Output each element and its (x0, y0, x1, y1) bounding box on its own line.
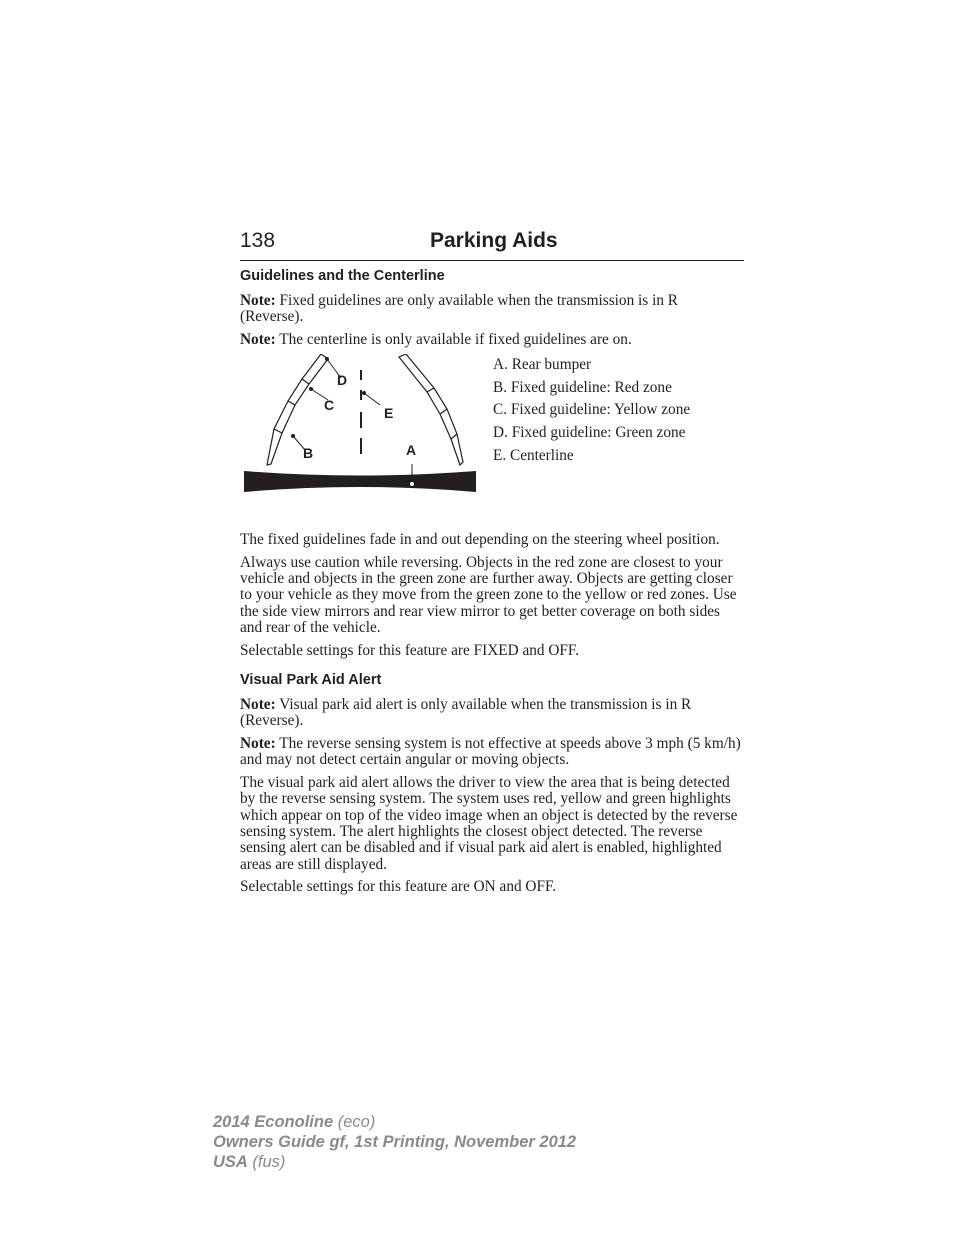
legend-item: C. Fixed guideline: Yellow zone (493, 401, 691, 419)
paragraph: Selectable settings for this feature are FIXED and OFF. (240, 641, 580, 659)
paragraph: The visual park aid alert allows the driver to view the area that is being detected by the reverse sensing system. The system uses red, yellow and green highlights which appear on top of the video image when an object is detected by the reverse sensing system. The alert highlights the closest object detected. The reverse sensing alert can be disabled and if visual park aid alert is enabled, highlighted areas are still displayed. (240, 773, 738, 873)
footer-line-3 (213, 1152, 576, 1172)
legend-item: A. Rear bumper (493, 356, 592, 374)
note-label: Note: (240, 696, 276, 714)
main-content (240, 267, 744, 902)
note-label: Note: (240, 292, 276, 309)
guidelines-figure (240, 354, 744, 514)
paragraph: Selectable settings for this feature are ON and OFF. (240, 878, 557, 896)
guidelines-diagram (240, 354, 480, 504)
note-reverse-sensing (240, 736, 744, 769)
rear-bumper (244, 471, 476, 492)
label-d: D (337, 372, 348, 389)
note-visual-alert (240, 697, 744, 730)
footer-market-code: (fus) (247, 1153, 286, 1171)
note-text: The reverse sensing system is not effective at speeds above 3 mph (5 km/h) and may not detect certain angular or moving objects. (240, 734, 741, 769)
footer-line-2: Owners Guide gf, 1st Printing, November 2012 (213, 1133, 577, 1151)
note-text: Fixed guidelines are only available when the transmission is in R (Reverse). (240, 292, 679, 326)
section-title: Parking Aids (430, 229, 558, 252)
label-c: C (324, 397, 335, 414)
note-text: Visual park aid alert is only available when the transmission is in R (Reverse). (240, 696, 692, 730)
label-b: B (303, 445, 314, 462)
page-number: 138 (240, 229, 276, 252)
label-e: E (384, 405, 394, 422)
note-fixed-guidelines (240, 293, 744, 326)
paragraph: Always use caution while reversing. Objects in the red zone are closest to your vehicle and objects in the green zone are further away. Objects are getting closer to your vehicle as they move from the green zone to the yellow or red zones. Use the side view mirrors and rear view mirror to get better coverage on both sides and rear of the vehicle. (240, 553, 737, 637)
legend-item: D. Fixed guideline: Green zone (493, 424, 686, 441)
page-footer (213, 1112, 576, 1172)
legend-item: B. Fixed guideline: Red zone (493, 378, 672, 396)
footer-line-1 (213, 1112, 576, 1132)
note-label: Note: (240, 330, 276, 348)
legend-item: E. Centerline (493, 446, 574, 464)
left-guideline (267, 354, 328, 465)
label-a: A (406, 442, 417, 459)
note-label: Note: (240, 734, 276, 752)
page-header (240, 228, 744, 261)
note-text: The centerline is only available if fixed guidelines are on. (275, 330, 632, 348)
note-centerline (240, 332, 744, 348)
footer-model-code: (eco) (333, 1113, 376, 1131)
footer-market: USA (213, 1153, 248, 1171)
footer-model: 2014 Econoline (213, 1113, 334, 1131)
paragraph: The fixed guidelines fade in and out depending on the steering wheel position. (240, 531, 720, 549)
heading-visual-park-aid: Visual Park Aid Alert (240, 672, 382, 689)
figure-legend (493, 354, 690, 467)
heading-guidelines: Guidelines and the Centerline (240, 268, 445, 284)
